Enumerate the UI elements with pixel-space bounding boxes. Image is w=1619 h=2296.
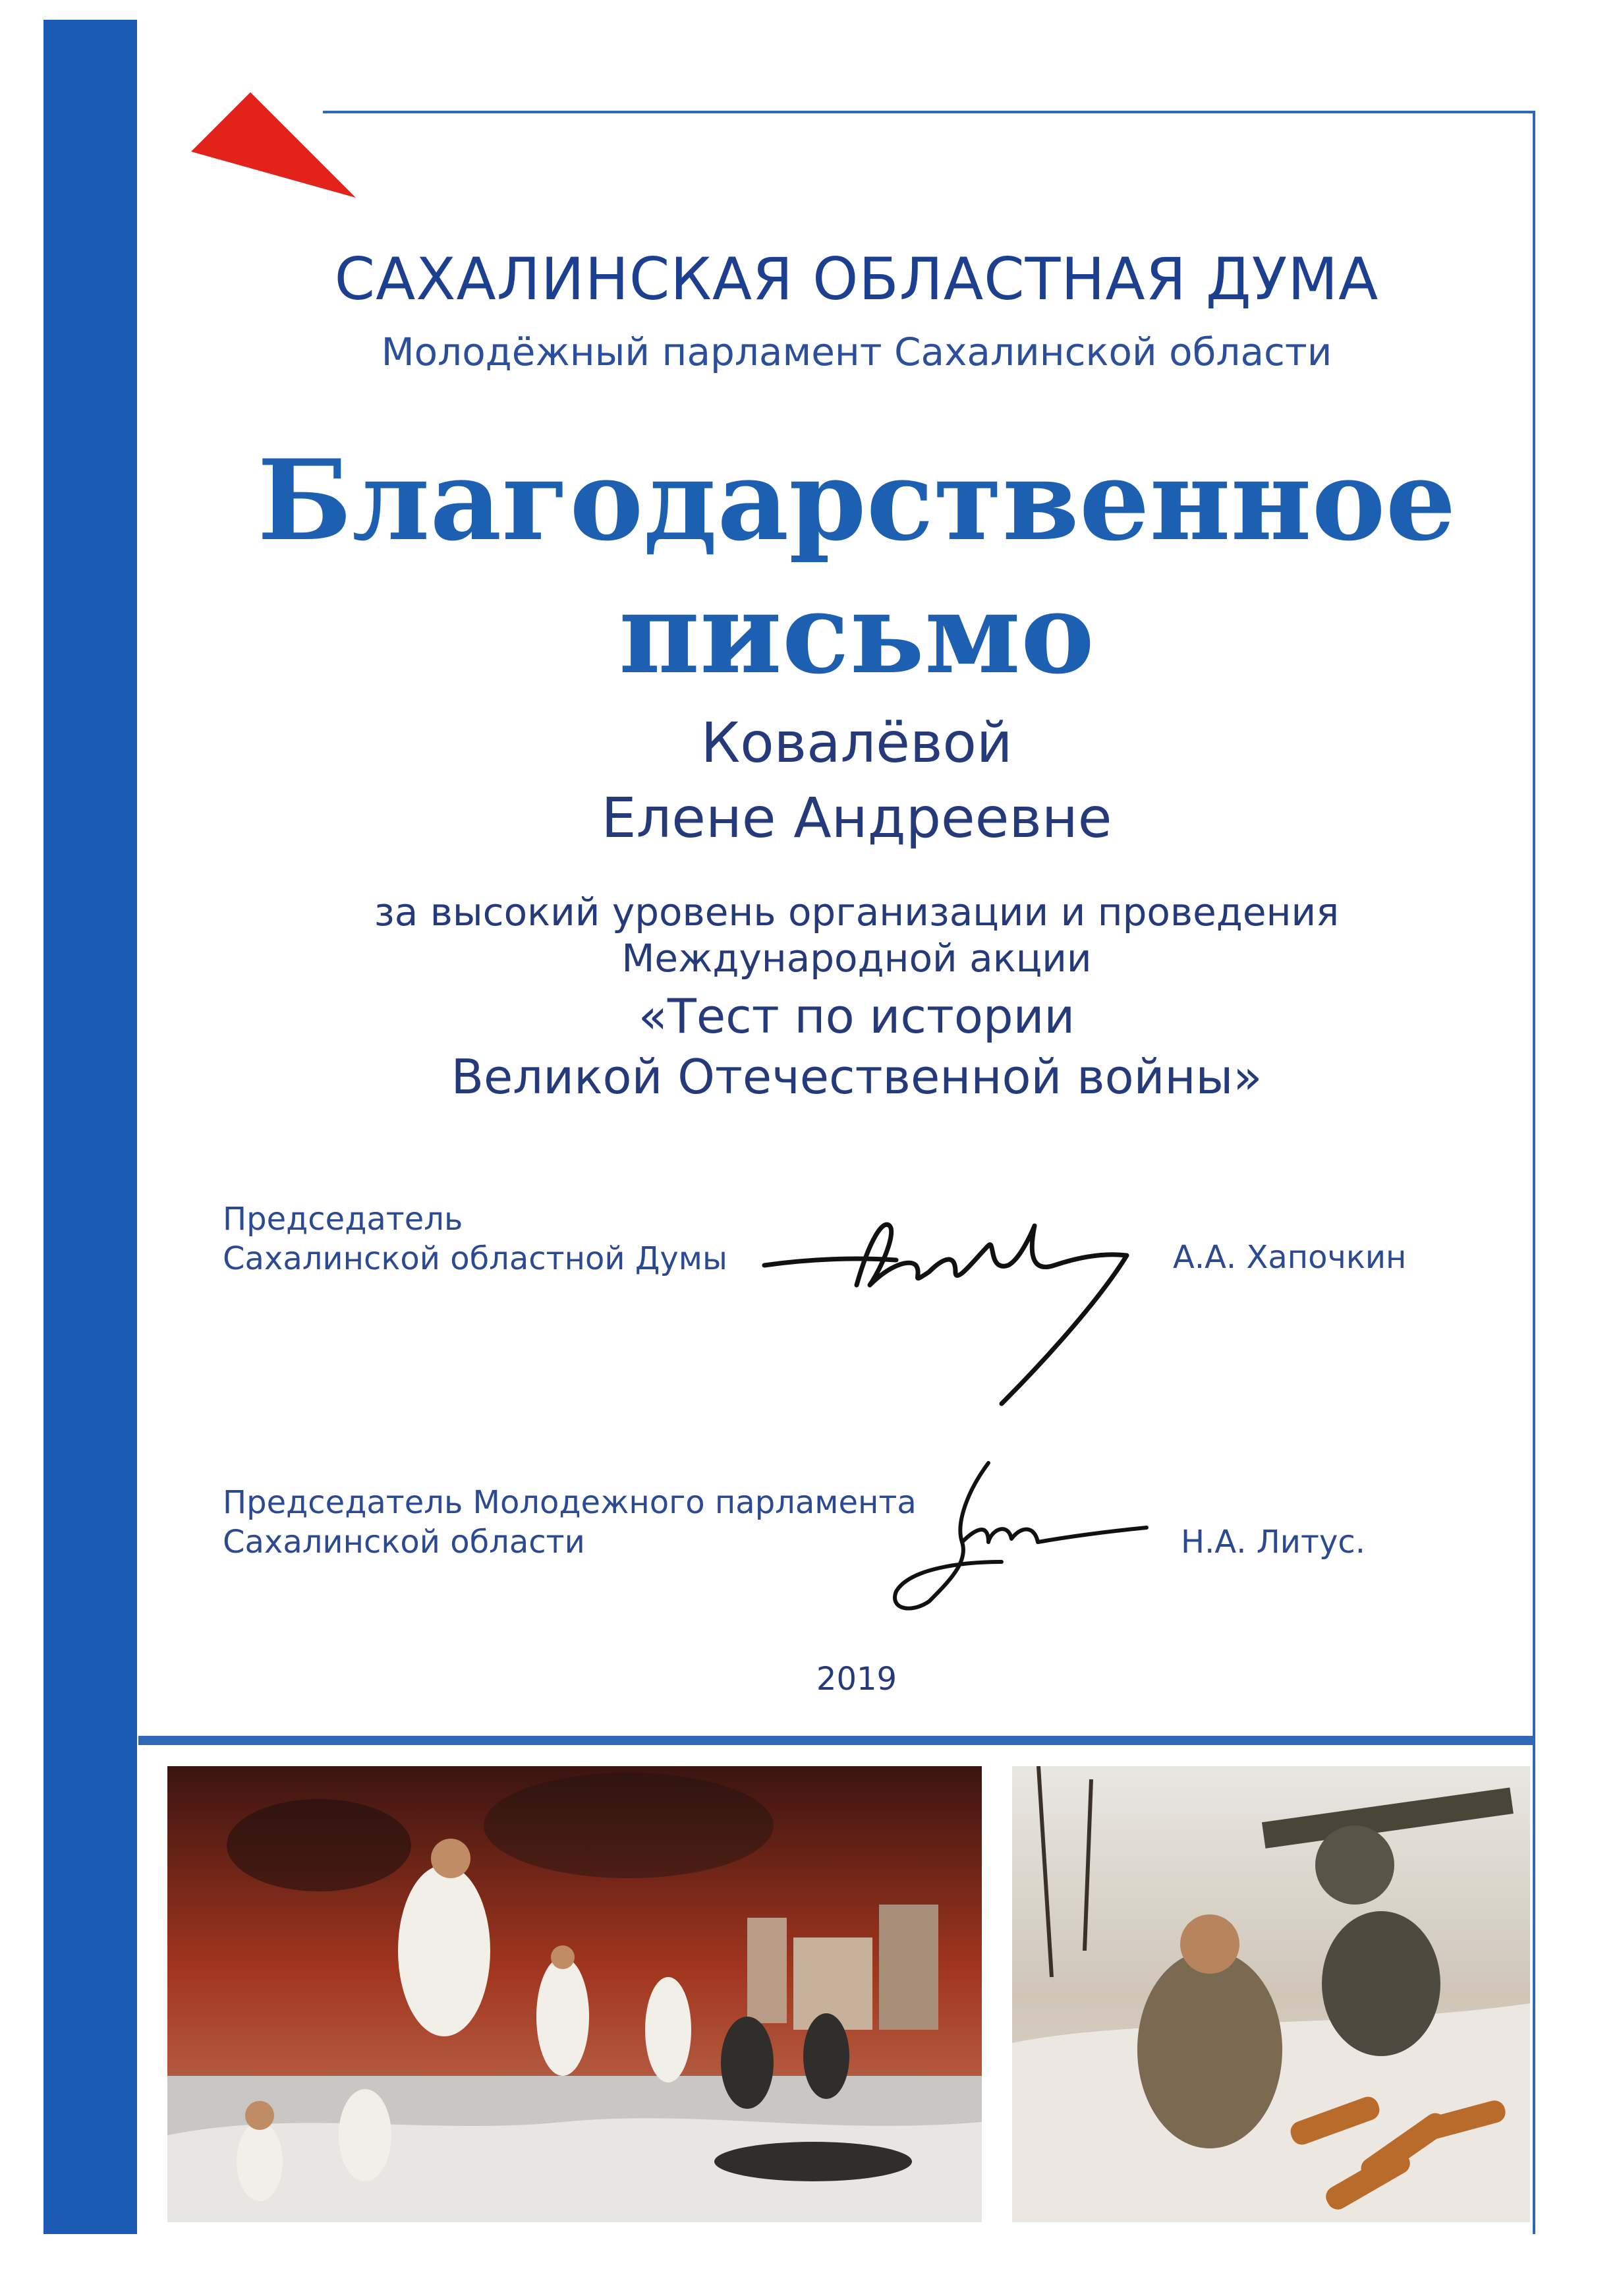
frame-right-line [1533, 111, 1535, 2234]
signatory-position-1-line1: Председатель [223, 1201, 463, 1238]
signatory-position-2-line2: Сахалинской области [223, 1524, 585, 1561]
signatory-position-2 [223, 1483, 917, 1562]
signatory-name-2: Н.А. Литус. [1181, 1524, 1366, 1561]
battle-painting-left [167, 1766, 982, 2222]
frame-top-line [323, 111, 1534, 113]
side-bar [43, 20, 137, 2234]
frame-bottom-line [138, 1736, 1535, 1745]
letter-title-line2: письмо [619, 568, 1094, 699]
signature-2-icon [870, 1450, 1160, 1621]
suborganization-title: Молодёжный парламент Сахалинской области [381, 330, 1332, 374]
letter-title-line1: Благодарственное [257, 435, 1456, 565]
recipient-name: Елене Андреевне [601, 786, 1112, 850]
signatory-name-1: А.А. Хапочкин [1173, 1239, 1407, 1276]
event-title-line2: Великой Отечественной войны» [451, 1049, 1263, 1105]
recipient-surname: Ковалёвой [700, 710, 1013, 775]
red-triangle-icon [191, 86, 362, 204]
year: 2019 [816, 1661, 897, 1698]
signature-1-icon [758, 1186, 1140, 1410]
reason-line2: Международной акции [621, 936, 1092, 981]
reason-line1: за высокий уровень организации и проведения [374, 890, 1340, 934]
event-title-line1: «Тест по истории [638, 989, 1075, 1044]
signatory-position-2-line1: Председатель Молодежного парламента [223, 1484, 917, 1521]
signatory-position-1-line2: Сахалинской областной Думы [223, 1240, 727, 1277]
battle-painting-right [1012, 1766, 1530, 2222]
signatory-position-1 [223, 1199, 727, 1278]
organization-title: САХАЛИНСКАЯ ОБЛАСТНАЯ ДУМА [334, 245, 1379, 313]
